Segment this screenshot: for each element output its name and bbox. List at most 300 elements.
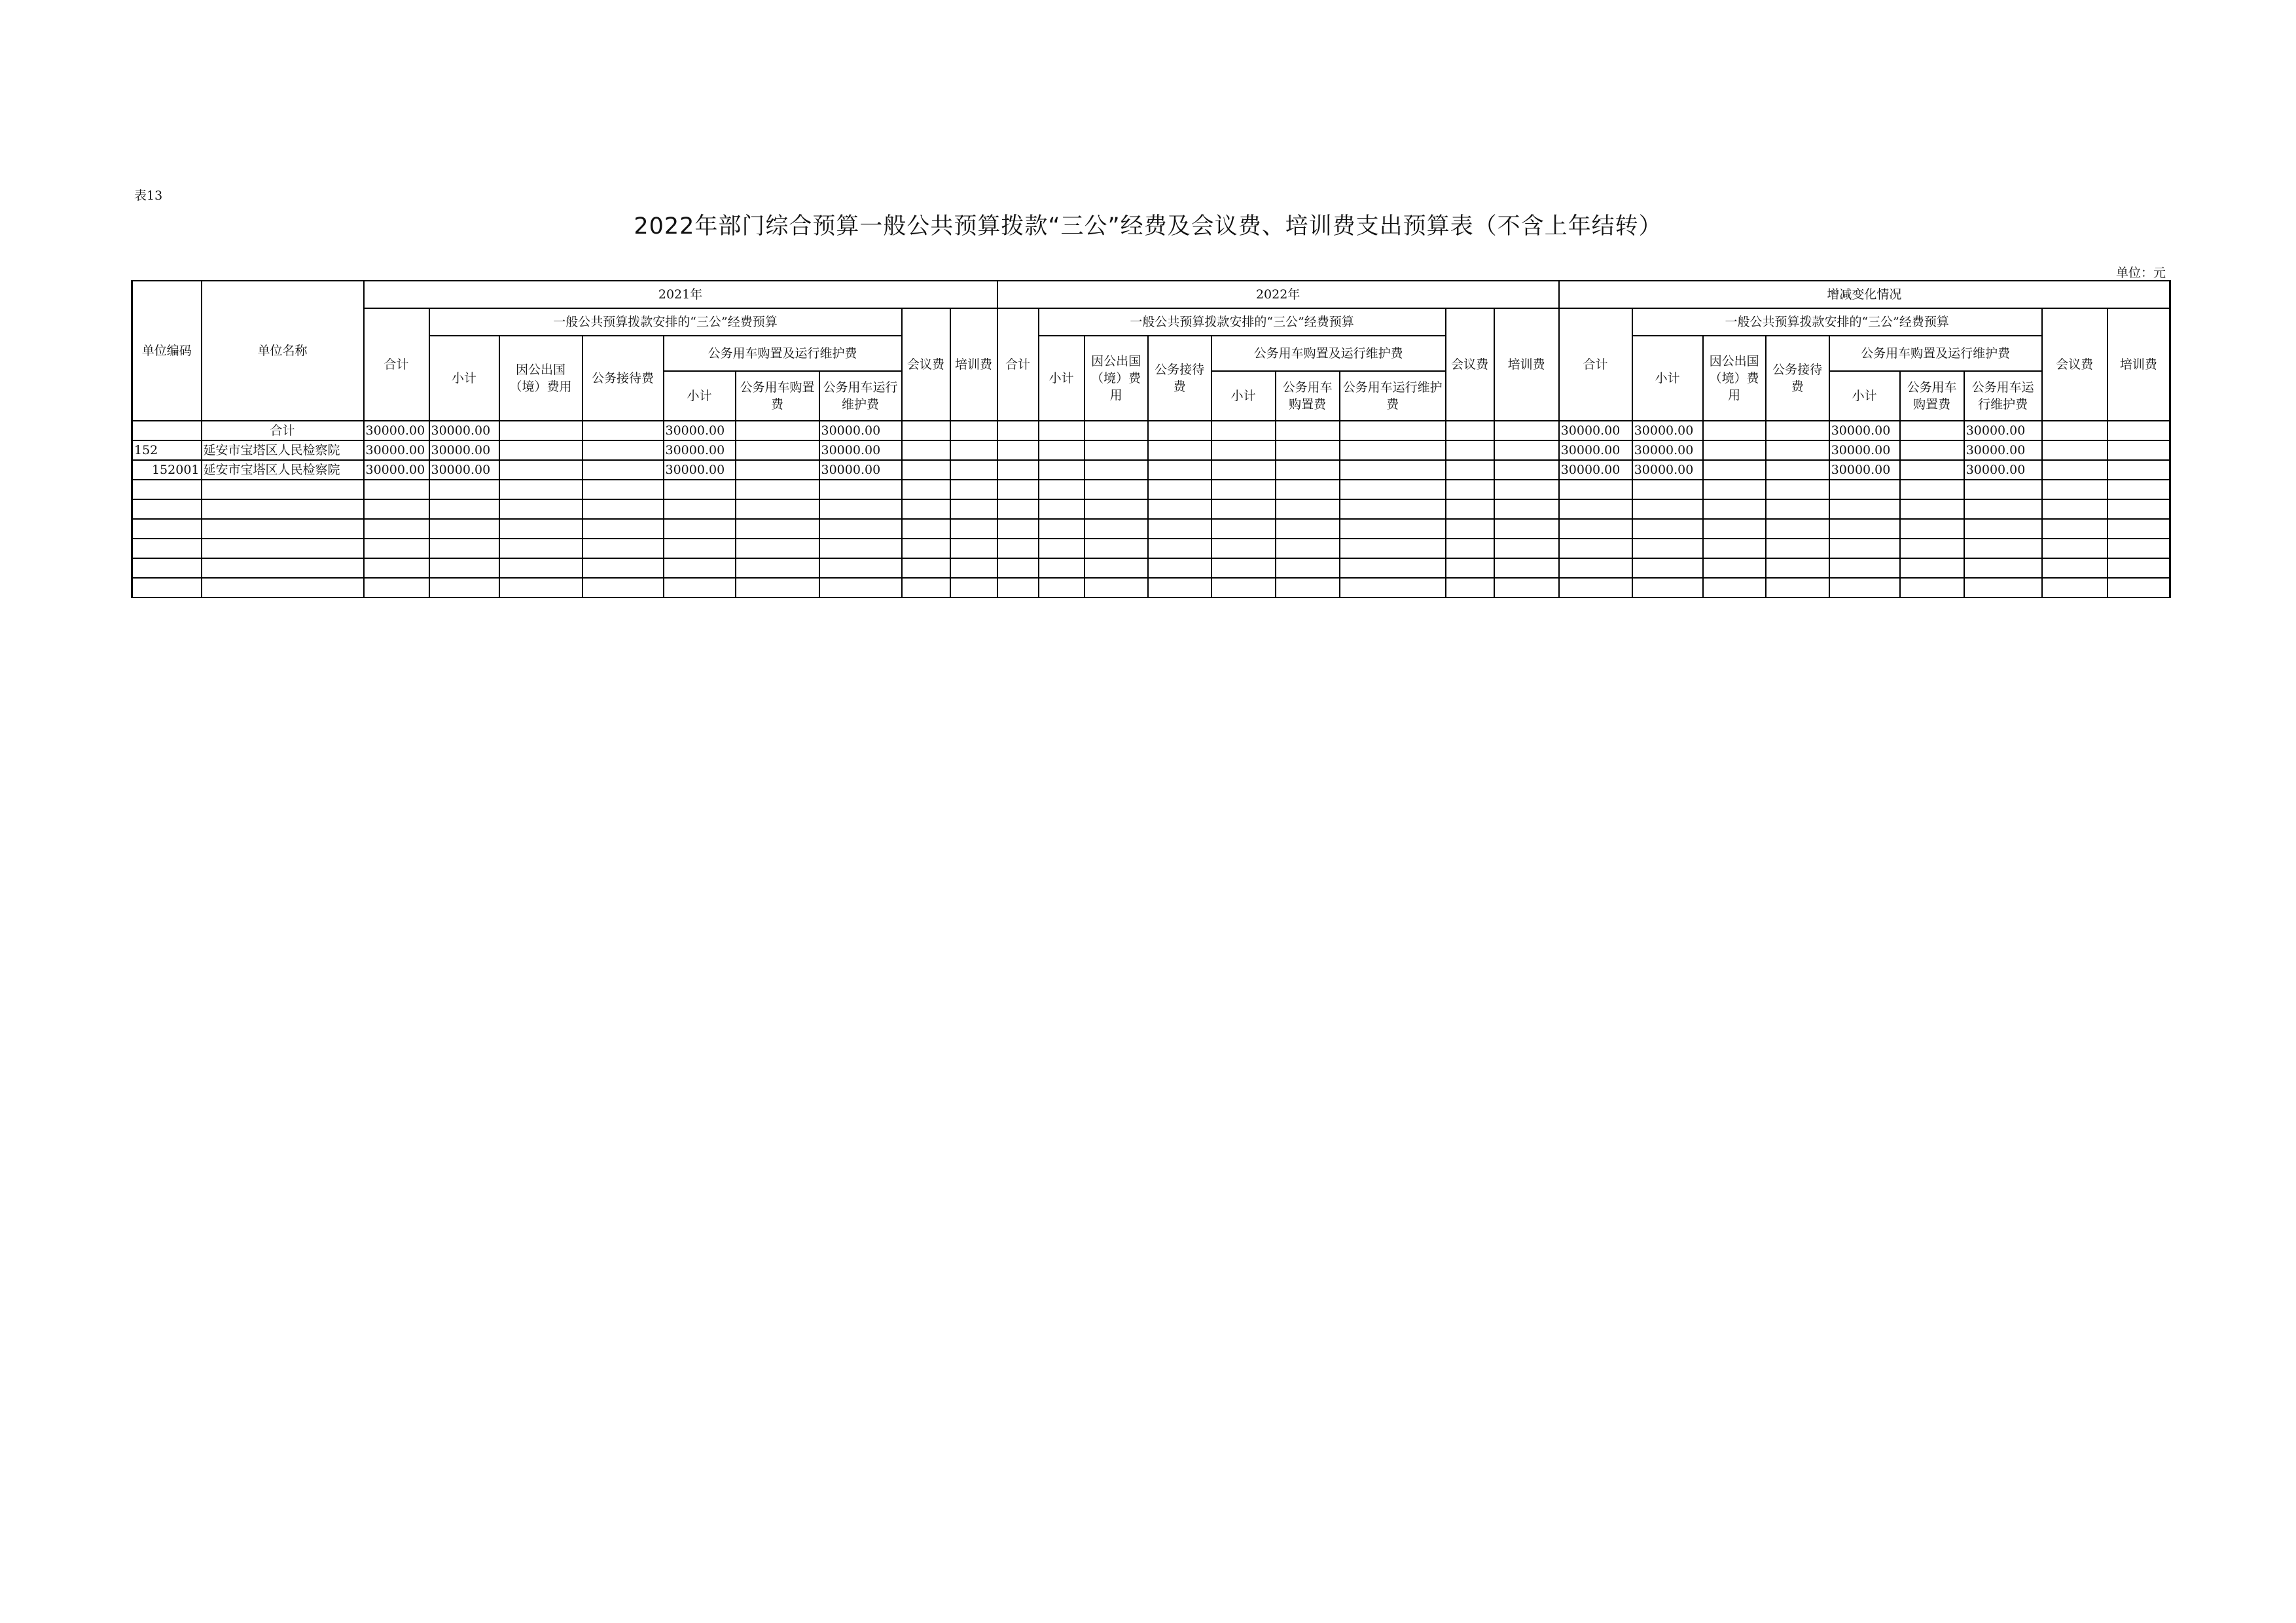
- empty-cell: [902, 499, 950, 519]
- cell-y2022-6: [1340, 440, 1446, 460]
- empty-cell: [736, 480, 819, 499]
- empty-cell: [583, 480, 664, 499]
- empty-cell: [1494, 480, 1559, 499]
- empty-cell: [583, 519, 664, 539]
- empty-cell: [997, 539, 1039, 558]
- empty-cell: [1766, 558, 1829, 578]
- empty-cell: [1900, 480, 1964, 499]
- empty-cell: [2108, 558, 2170, 578]
- col-2022-three-public: 一般公共预算拨款安排的“三公”经费预算: [1039, 308, 1446, 336]
- empty-cell: [429, 578, 499, 597]
- empty-cell: [429, 519, 499, 539]
- cell-change-8: [2108, 460, 2170, 480]
- empty-cell: [997, 480, 1039, 499]
- empty-cell: [2042, 539, 2108, 558]
- empty-cell: [950, 558, 997, 578]
- empty-cell: [1148, 499, 1211, 519]
- budget-table: [131, 280, 2171, 598]
- empty-cell: [950, 499, 997, 519]
- table-row-empty: [132, 539, 2170, 558]
- col-2021-training: 培训费: [950, 308, 997, 421]
- empty-cell: [1211, 558, 1276, 578]
- page-title: 2022年部门综合预算一般公共预算拨款“三公”经费及会议费、培训费支出预算表（不含上年结转）: [634, 213, 1662, 240]
- cell-y2022-1: [1039, 421, 1085, 440]
- empty-cell: [902, 558, 950, 578]
- cell-change-1: 30000.00: [1632, 460, 1703, 480]
- cell-change-5: [1900, 421, 1964, 440]
- empty-cell: [364, 539, 429, 558]
- empty-cell: [1829, 480, 1900, 499]
- empty-cell: [819, 519, 902, 539]
- cell-y2022-0: [997, 460, 1039, 480]
- col-unit-name: 单位名称: [202, 281, 364, 421]
- empty-cell: [429, 480, 499, 499]
- empty-cell: [1900, 578, 1964, 597]
- table-row: [132, 421, 2170, 440]
- table-row-empty: [132, 558, 2170, 578]
- col-2022-subtotal: 小计: [1039, 336, 1085, 421]
- cell-change-8: [2108, 421, 2170, 440]
- empty-cell: [902, 519, 950, 539]
- table-body: [132, 421, 2170, 597]
- empty-cell: [132, 499, 202, 519]
- empty-cell: [1085, 539, 1148, 558]
- cell-y2021-1: 30000.00: [429, 421, 499, 440]
- form-number: 表13: [134, 188, 163, 203]
- empty-cell: [1276, 480, 1340, 499]
- cell-y2022-8: [1494, 440, 1559, 460]
- cell-y2022-2: [1085, 421, 1148, 440]
- empty-cell: [1766, 480, 1829, 499]
- col-2022-reception: 公务接待费: [1148, 336, 1211, 421]
- empty-cell: [1276, 499, 1340, 519]
- empty-cell: [583, 539, 664, 558]
- cell-y2021-0: 30000.00: [364, 421, 429, 440]
- empty-cell: [1632, 480, 1703, 499]
- empty-cell: [1085, 519, 1148, 539]
- cell-change-7: [2042, 421, 2108, 440]
- cell-change-1: 30000.00: [1632, 440, 1703, 460]
- col-2021-vehicle-purchase: 公务用车购置费: [736, 371, 819, 421]
- group-2022: 2022年: [997, 281, 1559, 308]
- empty-cell: [364, 558, 429, 578]
- col-change-reception: 公务接待费: [1766, 336, 1829, 421]
- cell-y2021-2: [499, 421, 583, 440]
- empty-cell: [1703, 578, 1766, 597]
- empty-cell: [1039, 480, 1085, 499]
- empty-cell: [1340, 578, 1446, 597]
- empty-cell: [132, 558, 202, 578]
- cell-y2021-5: [736, 440, 819, 460]
- empty-cell: [499, 578, 583, 597]
- empty-cell: [1276, 519, 1340, 539]
- empty-cell: [819, 578, 902, 597]
- empty-cell: [202, 519, 364, 539]
- cell-y2021-8: [950, 440, 997, 460]
- col-change-vehicle-subtotal: 小计: [1829, 371, 1900, 421]
- empty-cell: [1703, 539, 1766, 558]
- empty-cell: [1039, 519, 1085, 539]
- empty-cell: [902, 480, 950, 499]
- col-change-training: 培训费: [2108, 308, 2170, 421]
- empty-cell: [1340, 499, 1446, 519]
- cell-unit-code: 152001: [132, 460, 202, 480]
- empty-cell: [1148, 558, 1211, 578]
- empty-cell: [1494, 558, 1559, 578]
- cell-y2021-6: 30000.00: [819, 460, 902, 480]
- empty-cell: [2042, 558, 2108, 578]
- empty-cell: [1276, 558, 1340, 578]
- cell-y2022-8: [1494, 421, 1559, 440]
- empty-cell: [1148, 578, 1211, 597]
- cell-change-1: 30000.00: [1632, 421, 1703, 440]
- empty-cell: [2042, 578, 2108, 597]
- empty-cell: [736, 519, 819, 539]
- empty-cell: [902, 539, 950, 558]
- empty-cell: [1900, 499, 1964, 519]
- empty-cell: [2108, 499, 2170, 519]
- empty-cell: [364, 519, 429, 539]
- empty-cell: [1703, 558, 1766, 578]
- empty-cell: [1446, 519, 1494, 539]
- empty-cell: [1446, 539, 1494, 558]
- cell-y2022-1: [1039, 460, 1085, 480]
- cell-unit-name: 合计: [202, 421, 364, 440]
- col-2021-three-public: 一般公共预算拨款安排的“三公”经费预算: [429, 308, 902, 336]
- empty-cell: [1559, 578, 1632, 597]
- empty-cell: [1766, 578, 1829, 597]
- empty-cell: [1340, 558, 1446, 578]
- cell-change-3: [1766, 460, 1829, 480]
- empty-cell: [1964, 578, 2042, 597]
- cell-y2022-3: [1148, 421, 1211, 440]
- empty-cell: [1148, 519, 1211, 539]
- empty-cell: [1148, 539, 1211, 558]
- col-2022-vehicle-operation: 公务用车运行维护费: [1340, 371, 1446, 421]
- empty-cell: [1703, 519, 1766, 539]
- empty-cell: [902, 578, 950, 597]
- empty-cell: [819, 539, 902, 558]
- empty-cell: [499, 519, 583, 539]
- cell-y2021-2: [499, 460, 583, 480]
- cell-change-4: 30000.00: [1829, 460, 1900, 480]
- cell-y2021-3: [583, 440, 664, 460]
- col-change-total: 合计: [1559, 308, 1632, 421]
- cell-y2022-2: [1085, 440, 1148, 460]
- empty-cell: [664, 539, 736, 558]
- empty-cell: [2108, 480, 2170, 499]
- empty-cell: [1829, 539, 1900, 558]
- empty-cell: [997, 558, 1039, 578]
- empty-cell: [2042, 480, 2108, 499]
- col-unit-code: 单位编码: [132, 281, 202, 421]
- cell-change-2: [1703, 440, 1766, 460]
- empty-cell: [364, 480, 429, 499]
- cell-y2021-1: 30000.00: [429, 440, 499, 460]
- table-row: [132, 440, 2170, 460]
- cell-y2021-6: 30000.00: [819, 421, 902, 440]
- empty-cell: [997, 578, 1039, 597]
- col-change-vehicle-purchase: 公务用车购置费: [1900, 371, 1964, 421]
- col-change-three-public: 一般公共预算拨款安排的“三公”经费预算: [1632, 308, 2042, 336]
- cell-y2022-4: [1211, 421, 1276, 440]
- empty-cell: [1900, 539, 1964, 558]
- empty-cell: [1446, 499, 1494, 519]
- cell-y2022-4: [1211, 440, 1276, 460]
- empty-cell: [664, 558, 736, 578]
- col-change-vehicle: 公务用车购置及运行维护费: [1829, 336, 2042, 371]
- empty-cell: [736, 539, 819, 558]
- empty-cell: [819, 558, 902, 578]
- cell-change-0: 30000.00: [1559, 421, 1632, 440]
- empty-cell: [583, 499, 664, 519]
- cell-y2021-7: [902, 440, 950, 460]
- empty-cell: [664, 499, 736, 519]
- header-row-1: [132, 281, 2170, 308]
- cell-y2022-8: [1494, 460, 1559, 480]
- empty-cell: [1039, 499, 1085, 519]
- col-2021-subtotal: 小计: [429, 336, 499, 421]
- empty-cell: [1211, 578, 1276, 597]
- group-change: 增减变化情况: [1559, 281, 2170, 308]
- empty-cell: [1446, 558, 1494, 578]
- cell-y2022-3: [1148, 440, 1211, 460]
- empty-cell: [1340, 539, 1446, 558]
- empty-cell: [429, 558, 499, 578]
- empty-cell: [1964, 558, 2042, 578]
- empty-cell: [2042, 499, 2108, 519]
- cell-change-4: 30000.00: [1829, 421, 1900, 440]
- empty-cell: [202, 480, 364, 499]
- empty-cell: [1964, 519, 2042, 539]
- col-2022-total: 合计: [997, 308, 1039, 421]
- cell-unit-code: 152: [132, 440, 202, 460]
- empty-cell: [1559, 519, 1632, 539]
- empty-cell: [1964, 539, 2042, 558]
- empty-cell: [499, 480, 583, 499]
- empty-cell: [1829, 558, 1900, 578]
- empty-cell: [1085, 558, 1148, 578]
- table-row-empty: [132, 499, 2170, 519]
- empty-cell: [1494, 578, 1559, 597]
- cell-unit-code: [132, 421, 202, 440]
- table-row: [132, 460, 2170, 480]
- empty-cell: [1211, 499, 1276, 519]
- cell-change-3: [1766, 421, 1829, 440]
- empty-cell: [1703, 480, 1766, 499]
- cell-y2021-5: [736, 421, 819, 440]
- cell-change-2: [1703, 421, 1766, 440]
- empty-cell: [364, 578, 429, 597]
- empty-cell: [499, 558, 583, 578]
- empty-cell: [1559, 558, 1632, 578]
- cell-y2022-6: [1340, 421, 1446, 440]
- cell-change-2: [1703, 460, 1766, 480]
- cell-change-7: [2042, 440, 2108, 460]
- cell-y2022-2: [1085, 460, 1148, 480]
- empty-cell: [132, 480, 202, 499]
- empty-cell: [2108, 539, 2170, 558]
- col-change-meeting: 会议费: [2042, 308, 2108, 421]
- empty-cell: [1494, 539, 1559, 558]
- cell-change-8: [2108, 440, 2170, 460]
- col-2022-training: 培训费: [1494, 308, 1559, 421]
- table-row-empty: [132, 578, 2170, 597]
- empty-cell: [1900, 558, 1964, 578]
- cell-y2021-1: 30000.00: [429, 460, 499, 480]
- col-2022-meeting: 会议费: [1446, 308, 1494, 421]
- empty-cell: [499, 499, 583, 519]
- empty-cell: [202, 539, 364, 558]
- empty-cell: [664, 480, 736, 499]
- col-2022-vehicle-subtotal: 小计: [1211, 371, 1276, 421]
- cell-y2022-5: [1276, 440, 1340, 460]
- cell-y2022-7: [1446, 421, 1494, 440]
- empty-cell: [736, 578, 819, 597]
- empty-cell: [1494, 519, 1559, 539]
- empty-cell: [664, 578, 736, 597]
- cell-y2022-5: [1276, 460, 1340, 480]
- cell-y2022-0: [997, 421, 1039, 440]
- header-row-2: [132, 308, 2170, 336]
- cell-y2022-4: [1211, 460, 1276, 480]
- cell-y2021-6: 30000.00: [819, 440, 902, 460]
- empty-cell: [1559, 499, 1632, 519]
- empty-cell: [499, 539, 583, 558]
- empty-cell: [583, 558, 664, 578]
- empty-cell: [736, 499, 819, 519]
- empty-cell: [1632, 558, 1703, 578]
- empty-cell: [1559, 539, 1632, 558]
- empty-cell: [1964, 499, 2042, 519]
- empty-cell: [1148, 480, 1211, 499]
- col-2022-vehicle-purchase: 公务用车购置费: [1276, 371, 1340, 421]
- empty-cell: [1766, 539, 1829, 558]
- col-2021-total: 合计: [364, 308, 429, 421]
- empty-cell: [583, 578, 664, 597]
- cell-change-0: 30000.00: [1559, 460, 1632, 480]
- col-2021-meeting: 会议费: [902, 308, 950, 421]
- empty-cell: [364, 499, 429, 519]
- cell-y2022-7: [1446, 440, 1494, 460]
- empty-cell: [1211, 539, 1276, 558]
- col-change-overseas: 因公出国（境）费用: [1703, 336, 1766, 421]
- cell-change-3: [1766, 440, 1829, 460]
- cell-change-6: 30000.00: [1964, 421, 2042, 440]
- empty-cell: [1559, 480, 1632, 499]
- empty-cell: [1829, 519, 1900, 539]
- empty-cell: [1276, 539, 1340, 558]
- col-change-subtotal: 小计: [1632, 336, 1703, 421]
- cell-change-5: [1900, 460, 1964, 480]
- empty-cell: [1211, 519, 1276, 539]
- cell-y2021-0: 30000.00: [364, 440, 429, 460]
- cell-y2021-8: [950, 460, 997, 480]
- empty-cell: [1766, 499, 1829, 519]
- empty-cell: [202, 578, 364, 597]
- cell-y2021-4: 30000.00: [664, 440, 736, 460]
- empty-cell: [429, 539, 499, 558]
- empty-cell: [736, 558, 819, 578]
- cell-unit-name: 延安市宝塔区人民检察院: [202, 460, 364, 480]
- empty-cell: [1085, 480, 1148, 499]
- empty-cell: [1632, 578, 1703, 597]
- empty-cell: [2108, 578, 2170, 597]
- cell-y2021-2: [499, 440, 583, 460]
- cell-y2022-3: [1148, 460, 1211, 480]
- empty-cell: [1340, 519, 1446, 539]
- cell-y2021-8: [950, 421, 997, 440]
- col-2021-overseas: 因公出国（境）费用: [499, 336, 583, 421]
- col-2021-vehicle-subtotal: 小计: [664, 371, 736, 421]
- empty-cell: [950, 578, 997, 597]
- cell-change-6: 30000.00: [1964, 460, 2042, 480]
- cell-y2021-7: [902, 460, 950, 480]
- empty-cell: [2108, 519, 2170, 539]
- empty-cell: [997, 519, 1039, 539]
- empty-cell: [202, 499, 364, 519]
- empty-cell: [1085, 499, 1148, 519]
- empty-cell: [1446, 578, 1494, 597]
- cell-y2021-4: 30000.00: [664, 421, 736, 440]
- empty-cell: [1964, 480, 2042, 499]
- cell-change-0: 30000.00: [1559, 440, 1632, 460]
- empty-cell: [132, 578, 202, 597]
- col-2022-vehicle: 公务用车购置及运行维护费: [1211, 336, 1446, 371]
- empty-cell: [1632, 539, 1703, 558]
- empty-cell: [1632, 519, 1703, 539]
- empty-cell: [1039, 558, 1085, 578]
- cell-y2021-3: [583, 460, 664, 480]
- empty-cell: [1766, 519, 1829, 539]
- table-row-empty: [132, 519, 2170, 539]
- cell-y2022-7: [1446, 460, 1494, 480]
- cell-y2021-5: [736, 460, 819, 480]
- cell-y2021-7: [902, 421, 950, 440]
- empty-cell: [1829, 499, 1900, 519]
- unit-label: 单位：元: [2115, 266, 2166, 280]
- empty-cell: [429, 499, 499, 519]
- table-row-empty: [132, 480, 2170, 499]
- col-2022-overseas: 因公出国（境）费用: [1085, 336, 1148, 421]
- empty-cell: [1039, 539, 1085, 558]
- empty-cell: [1900, 519, 1964, 539]
- cell-y2021-0: 30000.00: [364, 460, 429, 480]
- cell-y2022-6: [1340, 460, 1446, 480]
- empty-cell: [950, 480, 997, 499]
- empty-cell: [1039, 578, 1085, 597]
- col-2021-reception: 公务接待费: [583, 336, 664, 421]
- empty-cell: [1340, 480, 1446, 499]
- col-change-vehicle-operation: 公务用车运行维护费: [1964, 371, 2042, 421]
- col-2021-vehicle: 公务用车购置及运行维护费: [664, 336, 902, 371]
- header-row-3: [132, 336, 2170, 371]
- empty-cell: [2042, 519, 2108, 539]
- empty-cell: [1703, 499, 1766, 519]
- cell-change-4: 30000.00: [1829, 440, 1900, 460]
- group-2021: 2021年: [364, 281, 997, 308]
- empty-cell: [664, 519, 736, 539]
- empty-cell: [1276, 578, 1340, 597]
- cell-y2021-3: [583, 421, 664, 440]
- empty-cell: [1446, 480, 1494, 499]
- empty-cell: [1632, 499, 1703, 519]
- cell-y2022-5: [1276, 421, 1340, 440]
- empty-cell: [1085, 578, 1148, 597]
- empty-cell: [1211, 480, 1276, 499]
- empty-cell: [202, 558, 364, 578]
- empty-cell: [950, 539, 997, 558]
